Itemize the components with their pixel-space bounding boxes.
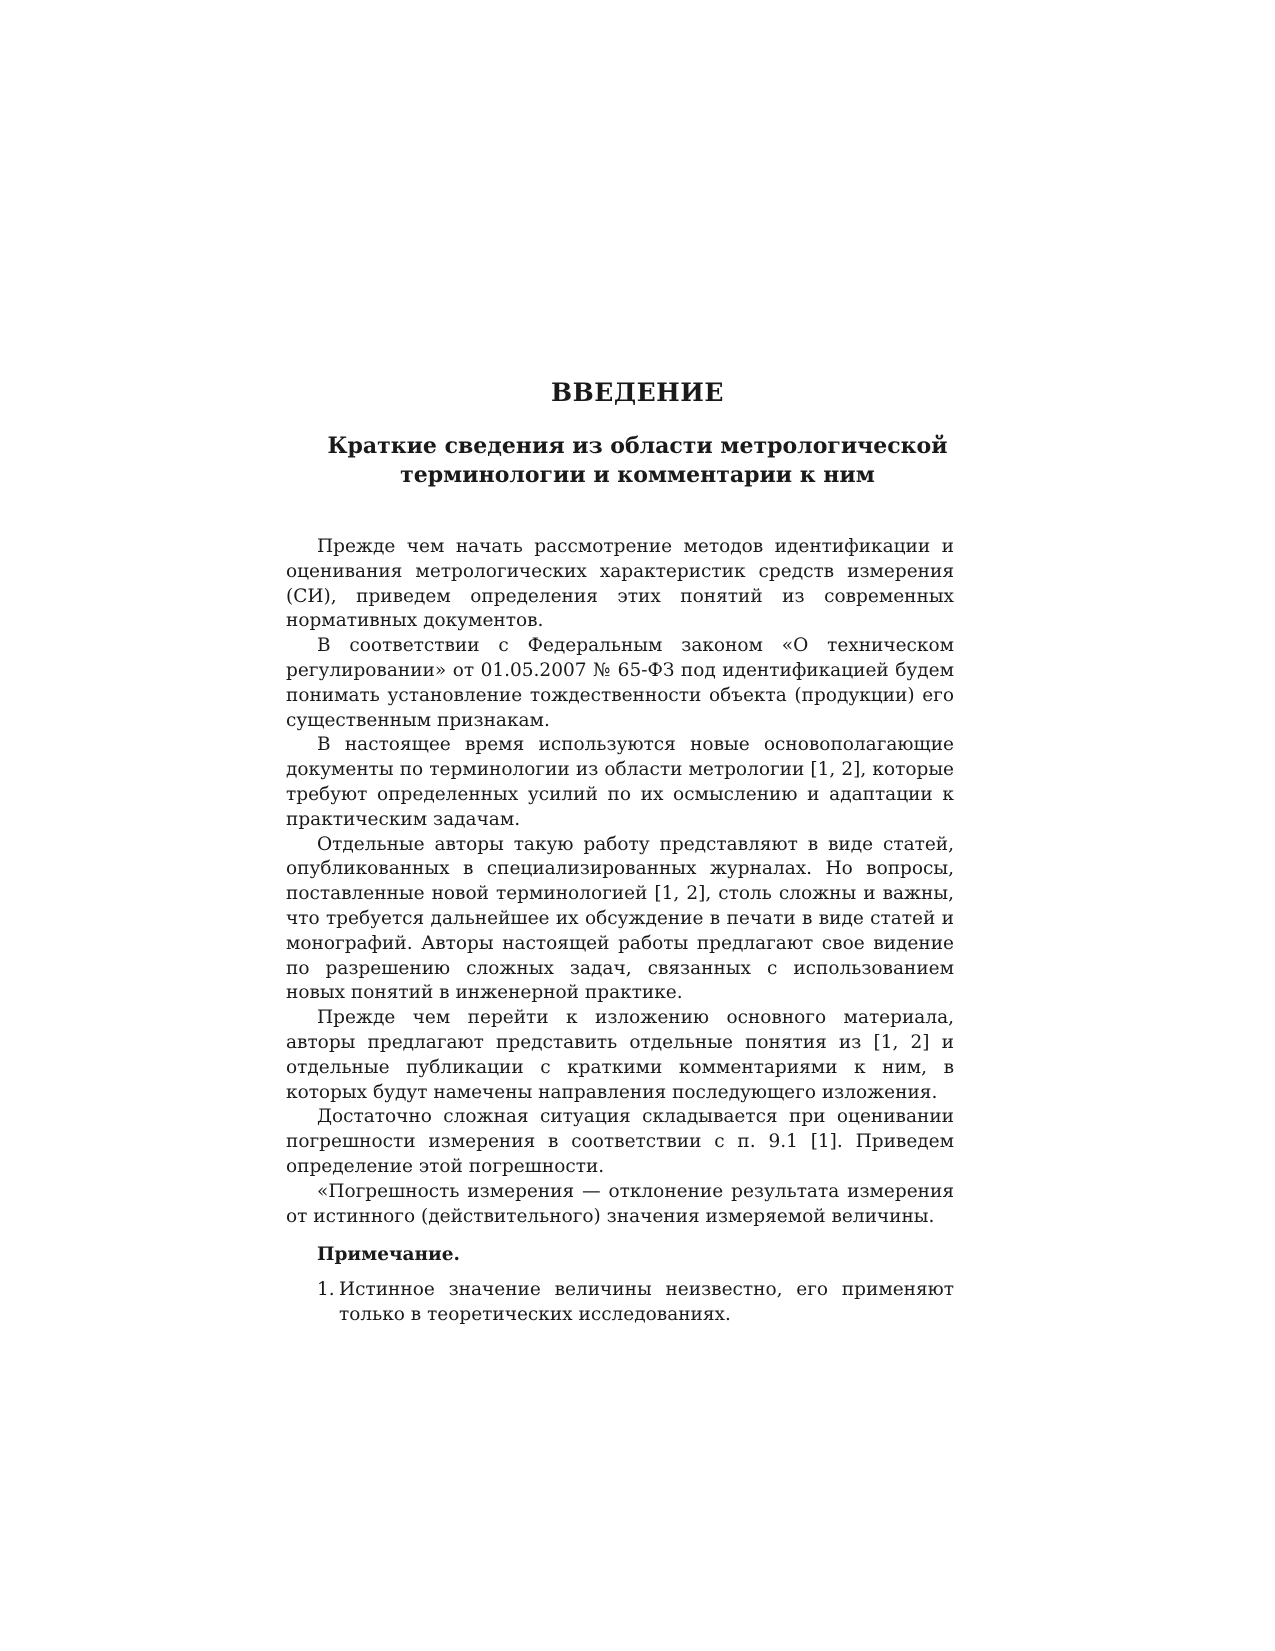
paragraph-4: Отдельные авторы такую работу представляют в виде статей, опубликованных в специализированных журналах. Но вопросы, поставленные новой терминологией [1, 2], столь сложны и важны, что требуется дальнейшее их обсуждение в печати в виде статей и монографий. Авторы настоящей работы предлагают свое видение по разрешению сложных задач, связанных с использованием новых понятий в инженерной практике.	[286, 833, 954, 1004]
paragraph-3: В настоящее время используются новые основополагающие документы по терминологии из области метрологии [1, 2], которые требуют определенных усилий по их осмыслению и адаптации к практическим задачам.	[286, 734, 954, 830]
note-item-number: 1.	[317, 1279, 335, 1301]
paragraph-1: Прежде чем начать рассмотрение методов идентификации и оценивания метрологических характеристик средств измерения (СИ), приведем определения этих понятий из современных нормативных документов.	[286, 536, 954, 632]
section-title	[0, 432, 1275, 490]
note-item-text: Истинное значение величины неизвестно, его применяют только в теоретических исследованиях.	[339, 1279, 954, 1325]
paragraph-6: Достаточно сложная ситуация складывается при оценивании погрешности измерения в соответствии с п. 9.1 [1]. Приведем определение этой погрешности.	[286, 1106, 954, 1177]
paragraph-2: В соответствии с Федеральным законом «О техническом регулировании» от 01.05.2007 № 65-ФЗ под идентификацией будем понимать установление тождественности объекта (продукции) его существенным признакам.	[286, 635, 954, 731]
paragraph-5: Прежде чем перейти к изложению основного материала, авторы предлагают представить отдельные понятия из [1, 2] и отдельные публикации с краткими комментариями к ним, в которых будут намечены направления последующего изложения.	[286, 1007, 954, 1103]
section-title-line-1: Краткие сведения из области метрологической	[327, 433, 948, 459]
chapter-title: ВВЕДЕНИЕ	[551, 378, 724, 407]
body-text	[286, 535, 954, 1328]
note-heading: Примечание.	[317, 1244, 460, 1266]
section-title-line-2: терминологии и комментарии к ним	[400, 462, 875, 488]
note-item	[317, 1278, 954, 1328]
paragraph-7: «Погрешность измерения — отклонение результата измерения от истинного (действительного) значения измеряемой величины.	[286, 1180, 954, 1227]
